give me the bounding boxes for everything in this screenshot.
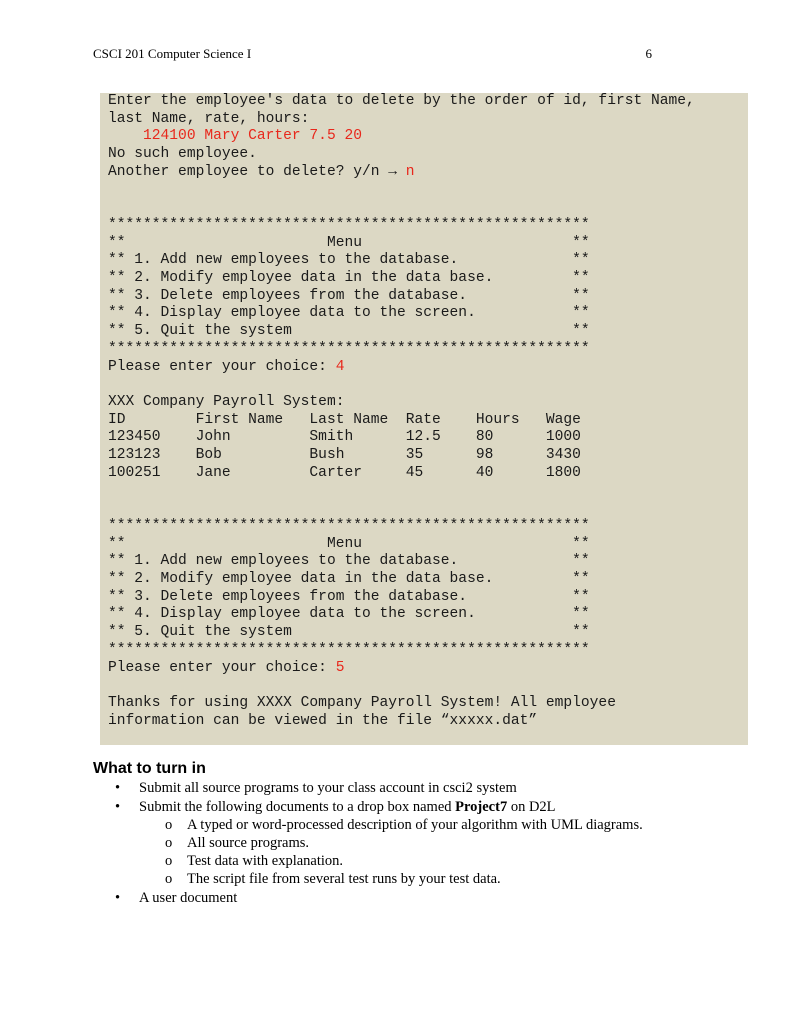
arrow-icon: → (388, 163, 398, 180)
sub-list-item (165, 835, 310, 852)
menu-item-3: ** 3. Delete employees from the database. ** (108, 588, 590, 605)
console-text (108, 93, 695, 730)
user-input: 4 (335, 358, 345, 375)
sub-list-item (165, 817, 643, 834)
table-row: 123450 John Smith 12.5 80 1000 (108, 429, 581, 446)
company-title: XXX Company Payroll System: (108, 393, 345, 410)
console-line: Enter the employee's data to delete by the order of id, first Name, (108, 93, 695, 109)
user-input: 124100 Mary Carter 7.5 20 (108, 128, 362, 145)
choice-prompt: Please enter your choice: (108, 659, 336, 676)
bullet-icon: • (115, 780, 121, 796)
list-item (115, 780, 517, 797)
menu-item-4: ** 4. Display employee data to the screen. ** (108, 305, 590, 322)
dropbox-name: Project7 (455, 799, 508, 815)
table-row: 100251 Jane Carter 45 40 1800 (108, 464, 581, 481)
list-item-text: Submit all source programs to your class account in csci2 system (139, 780, 517, 796)
console-line: Another employee to delete? y/n (108, 163, 389, 180)
console-output-box (100, 93, 748, 745)
course-title: CSCI 201 Computer Science I (93, 46, 252, 61)
thanks-line: information can be viewed in the file “xxxxx.dat” (108, 712, 538, 729)
table-row: 123123 Bob Bush 35 98 3430 (108, 447, 581, 464)
list-item-text: Test data with explanation. (187, 853, 344, 869)
circle-bullet-icon: o (165, 835, 173, 851)
menu-item-5: ** 5. Quit the system ** (108, 624, 590, 641)
section-heading: What to turn in (93, 760, 206, 777)
bullet-icon: • (115, 799, 121, 815)
list-item-text: A typed or word-processed description of your algorithm with UML diagrams. (187, 817, 643, 833)
menu-item-2: ** 2. Modify employee data in the data base. ** (108, 570, 590, 587)
menu-title: ** Menu ** (108, 535, 590, 552)
menu-title: ** Menu ** (108, 234, 590, 251)
console-line: No such employee. (108, 146, 257, 163)
turn-in-section (93, 760, 206, 778)
menu-border: ******************************************************* (108, 517, 590, 534)
menu-item-1: ** 1. Add new employees to the database. ** (108, 553, 590, 570)
menu-item-3: ** 3. Delete employees from the database. ** (108, 287, 590, 304)
user-input: 5 (335, 659, 345, 676)
menu-item-4: ** 4. Display employee data to the screen. ** (108, 606, 590, 623)
menu-border: ******************************************************* (108, 641, 590, 658)
menu-border: ******************************************************* (108, 340, 590, 357)
choice-prompt: Please enter your choice: (108, 358, 336, 375)
menu-item-5: ** 5. Quit the system ** (108, 323, 590, 340)
circle-bullet-icon: o (165, 853, 173, 869)
list-item (115, 799, 556, 816)
list-item (115, 890, 238, 907)
menu-border: ******************************************************* (108, 216, 590, 233)
list-item-text: All source programs. (187, 835, 310, 851)
bullet-icon: • (115, 890, 121, 906)
page-number: 6 (645, 46, 652, 61)
console-line: last Name, rate, hours: (108, 110, 310, 127)
list-item-text: on D2L (507, 799, 556, 815)
table-header: ID First Name Last Name Rate Hours Wage (108, 411, 581, 428)
menu-item-2: ** 2. Modify employee data in the data base. ** (108, 270, 590, 287)
user-input: n (397, 163, 415, 180)
circle-bullet-icon: o (165, 817, 173, 833)
menu-item-1: ** 1. Add new employees to the database. ** (108, 252, 590, 269)
list-item-text: The script file from several test runs by your test data. (187, 871, 501, 887)
circle-bullet-icon: o (165, 871, 173, 887)
list-item-text: A user document (139, 890, 238, 906)
thanks-line: Thanks for using XXXX Company Payroll System! All employee (108, 694, 616, 711)
sub-list-item (165, 871, 501, 888)
sub-list-item (165, 853, 344, 870)
list-item-text: Submit the following documents to a drop box named (139, 799, 456, 815)
